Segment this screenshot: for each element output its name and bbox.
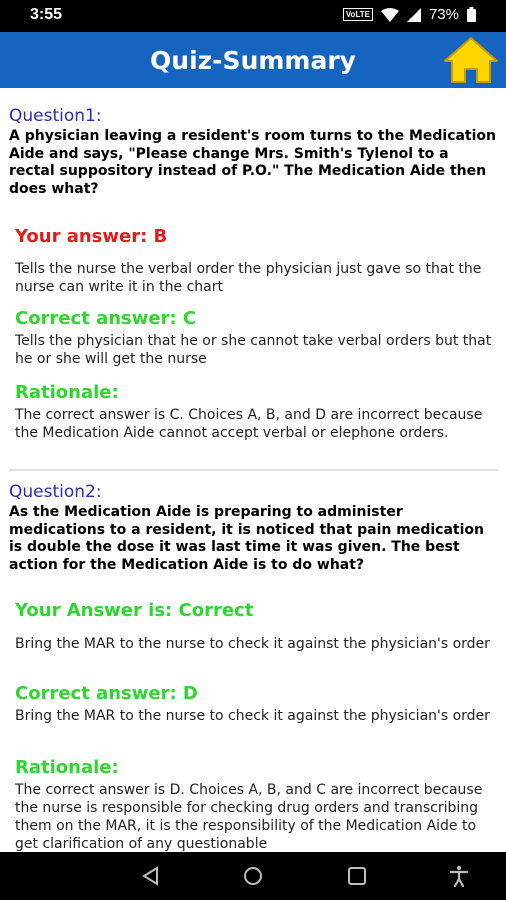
rationale-label: Rationale: [15, 757, 119, 778]
question-text: As the Medication Aide is preparing to administer medications to a resident, it is noticed that pain medication is double the dose it was last time it was given. The best action for the Medication Aide is to do what? [9, 504, 484, 573]
question-card-2 [9, 482, 497, 574]
quiz-summary-list[interactable] [0, 88, 506, 852]
question-text: A physician leaving a resident's room turns to the Medication Aide and says, "Please change Mrs. Smith's Tylenol to a rectal suppository instead of P.O." The Medication Aide then does what? [9, 128, 497, 197]
your-answer-text: Tells the nurse the verbal order the physician just gave so that the nurse can write it in the chart [15, 261, 482, 295]
app-bar [0, 32, 506, 88]
rationale-text: The correct answer is C. Choices A, B, and D are incorrect because the Medication Aide cannot accept verbal or elephone orders. [15, 407, 483, 441]
signal-icon [407, 8, 421, 22]
rationale-text: The correct answer is D. Choices A, B, and C are incorrect because the nurse is responsible for checking drug orders and transcribing them on the MAR, it is the responsibility of the Medication Aide to get clarification of any questionable [15, 782, 483, 852]
accessibility-icon[interactable] [447, 864, 471, 888]
correct-answer-label: Correct answer: C [15, 308, 197, 329]
question-card-1 [9, 106, 497, 198]
home-icon[interactable] [442, 35, 500, 85]
back-icon[interactable] [139, 864, 163, 888]
clock: 3:55 [30, 6, 63, 23]
page-title: Quiz-Summary [150, 46, 356, 75]
wifi-icon [381, 8, 399, 22]
your-answer-text: Bring the MAR to the nurse to check it against the physician's order [15, 636, 490, 652]
home-circle-icon[interactable] [241, 864, 265, 888]
correct-answer-label: Correct answer: D [15, 683, 198, 704]
correct-answer-text: Tells the physician that he or she cannot take verbal orders but that he or she will get the nurse [15, 333, 492, 367]
rationale-label: Rationale: [15, 382, 119, 403]
recents-icon[interactable] [345, 864, 369, 888]
volte-badge: VoLTE [343, 8, 373, 21]
status-bar [0, 0, 506, 32]
correct-answer-text: Bring the MAR to the nurse to check it against the physician's order [15, 708, 490, 724]
question-number: Question1: [9, 106, 102, 126]
divider [9, 469, 498, 471]
battery-percent: 73% [428, 6, 459, 23]
status-icons [343, 6, 476, 23]
system-nav-bar [0, 852, 506, 900]
battery-icon [467, 7, 476, 22]
your-answer-label: Your answer: B [15, 226, 168, 247]
question-number: Question2: [9, 482, 102, 502]
your-answer-label: Your Answer is: Correct [15, 600, 254, 621]
